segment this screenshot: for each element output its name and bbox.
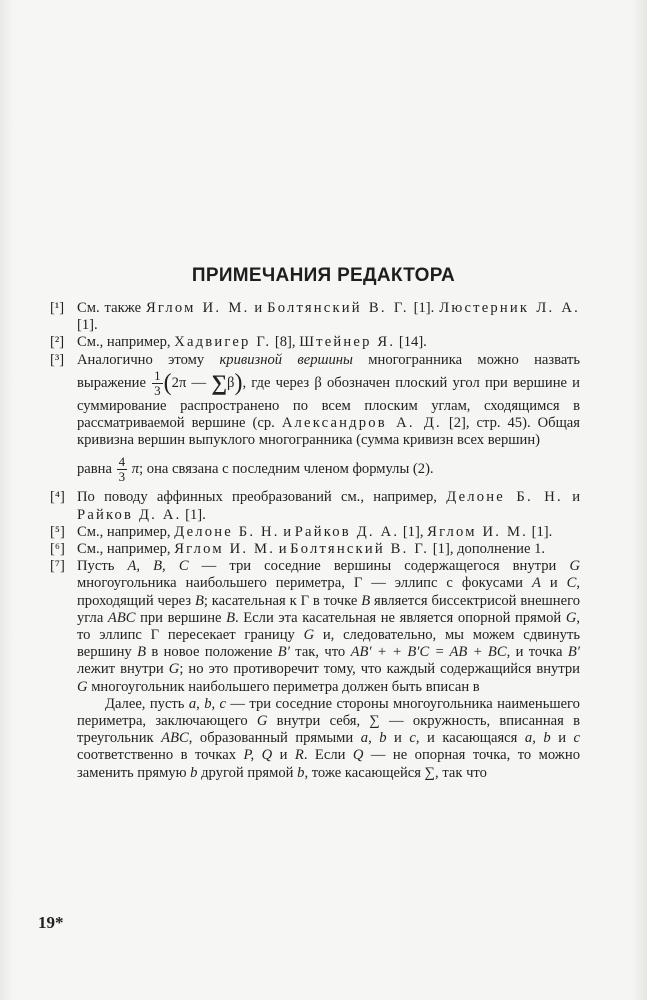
math: b xyxy=(297,764,305,781)
close-paren: ) xyxy=(234,369,243,396)
math: Q xyxy=(352,747,364,764)
text: равна xyxy=(77,461,116,478)
text: и xyxy=(540,575,567,592)
text: — три соседние стороны многоугольника наименьшего периметра, заключающего xyxy=(77,695,580,730)
page-title: ПРИМЕЧАНИЯ РЕДАКТОРА xyxy=(191,265,456,286)
text: ; но это противоречит тому, что каждый содержащийся внутри xyxy=(179,661,580,678)
text: [1]. xyxy=(181,506,206,523)
math: a, b, c xyxy=(188,695,227,712)
math: G xyxy=(569,558,580,575)
author-name: Делоне Б. Н. xyxy=(446,489,563,506)
math: G xyxy=(565,609,577,626)
text: другой прямой xyxy=(197,764,298,781)
text: , и касающаяся xyxy=(415,730,525,747)
text: в новое положение xyxy=(146,644,278,661)
author-name: Яглом И. М. xyxy=(427,523,528,540)
denominator: 3 xyxy=(154,382,161,398)
author-name: Хадвигер Г. xyxy=(174,334,272,351)
fraction xyxy=(117,455,128,484)
text: и xyxy=(275,541,291,558)
text: и, следовательно, мы можем сдвинуть вершину xyxy=(77,627,580,661)
text: , тоже касающейся ∑, так что xyxy=(304,764,487,781)
text: [1], дополнение 1. xyxy=(429,541,546,558)
fraction xyxy=(152,369,163,398)
author-name: Александров А. Д. xyxy=(281,415,442,432)
note-7-continuation xyxy=(50,696,580,782)
text: [14]. xyxy=(395,334,427,351)
note-marker: [¹] xyxy=(50,300,65,316)
math: a, b xyxy=(524,730,551,747)
math: a, b xyxy=(360,730,387,747)
text: См., например, xyxy=(77,541,175,558)
text: многогранника можно назвать выражение xyxy=(77,351,580,391)
text: — не опорная точка, то можно заменить прямую xyxy=(77,747,581,781)
text: лежит внутри xyxy=(77,661,169,678)
note-marker: [⁴] xyxy=(50,489,65,506)
text: и xyxy=(562,489,581,506)
text: и xyxy=(249,300,268,316)
text: [2], стр. 45). Общая кривизна вершин выпуклого многогранника (сумма кривизн всех вершин) xyxy=(77,415,580,449)
text: при вершине xyxy=(135,609,227,626)
page-number: 19* xyxy=(38,913,64,932)
math: P, Q xyxy=(243,747,273,764)
math: B xyxy=(194,592,204,609)
text: многоугольник наибольшего периметра должен быть вписан в xyxy=(87,678,480,695)
numerator: 1 xyxy=(154,367,161,383)
text: , и точка xyxy=(506,644,568,661)
text: Пусть xyxy=(77,558,128,575)
text: [1]. xyxy=(408,300,440,316)
author-name: Яглом И. М. xyxy=(174,541,276,558)
text: Далее, пусть xyxy=(105,695,189,712)
text: [1]. xyxy=(77,317,98,334)
formula-text: β xyxy=(227,374,235,391)
author-name: Райков Д. А. xyxy=(77,506,182,523)
note-2 xyxy=(50,334,580,351)
note-5 xyxy=(50,524,580,541)
notes-body xyxy=(50,300,580,782)
text: и xyxy=(272,747,295,764)
sum-symbol: ∑ xyxy=(211,369,227,395)
math: A, B, C xyxy=(127,558,189,575)
math: AB′ + + B′C = AB + BC xyxy=(350,644,507,661)
text: является биссектрисой внешнего угла xyxy=(77,592,580,626)
text: См., например, xyxy=(77,523,175,540)
text: и xyxy=(550,730,574,747)
text: ; касательная к Γ в точке xyxy=(203,592,362,609)
math: B′ xyxy=(567,644,580,661)
text: и xyxy=(386,730,410,747)
text: ; она связана с последним членом формулы (2). xyxy=(139,461,434,478)
math: B xyxy=(226,609,236,626)
text: , проходящий через xyxy=(77,575,580,609)
math: C xyxy=(566,575,577,592)
text: внутри себя, ∑ — окружность, вписанная в треугольник xyxy=(77,713,580,747)
text: — три соседние вершины содержащегося внутри xyxy=(188,558,570,575)
text: [8], xyxy=(271,334,300,351)
note-marker: [²] xyxy=(50,334,65,351)
math: G xyxy=(256,713,268,730)
formula-text: 2π — xyxy=(171,374,207,391)
formula-line xyxy=(77,455,580,484)
note-7 xyxy=(50,558,580,696)
text: . Если xyxy=(303,747,353,764)
author-name: Люстерник Л. А. xyxy=(439,300,581,316)
math: b xyxy=(190,764,198,781)
math: ABC xyxy=(161,730,189,747)
note-3 xyxy=(50,352,580,485)
numerator: 4 xyxy=(118,454,126,470)
math: A xyxy=(531,575,541,592)
text: . Если эта касательная не является опорной прямой xyxy=(235,609,566,626)
note-marker: [⁷] xyxy=(50,558,65,575)
math: ABC xyxy=(107,609,136,626)
author-name: Болтянский В. Г. xyxy=(267,300,409,316)
text: По поводу аффинных преобразований см., например, xyxy=(77,489,447,506)
text: так, что xyxy=(289,644,351,661)
math: c xyxy=(409,730,416,747)
note-marker: [³] xyxy=(50,351,65,368)
math: G xyxy=(303,627,315,644)
text: Аналогично этому xyxy=(77,351,220,368)
open-paren: ( xyxy=(163,369,172,396)
text: [1]. xyxy=(527,523,553,540)
author-name: Райков Д. А. xyxy=(294,523,400,540)
note-marker: [⁶] xyxy=(50,541,65,558)
math: B xyxy=(361,592,371,609)
math: G xyxy=(77,678,88,695)
text: , образованный прямыми xyxy=(188,730,361,747)
text: См. также xyxy=(77,300,146,316)
note-6 xyxy=(50,541,580,558)
note-4 xyxy=(50,489,580,523)
emphasis: кривизной вершины xyxy=(219,351,353,368)
text: и xyxy=(279,523,295,540)
math: c xyxy=(573,730,581,747)
text: соответственно в точках xyxy=(77,747,244,764)
text: [1], xyxy=(399,523,428,540)
author-name: Яглом И. М. xyxy=(146,300,250,316)
math: B′ xyxy=(277,644,290,661)
author-name: Делоне Б. Н. xyxy=(174,523,280,540)
text: См., например, xyxy=(77,334,175,351)
note-1 xyxy=(50,300,580,334)
author-name: Болтянский В. Г. xyxy=(290,541,430,558)
note-marker: [⁵] xyxy=(50,523,65,540)
continuation-paragraph xyxy=(77,696,580,782)
math: B xyxy=(137,644,147,661)
text: , то эллипс Γ пересекает границу xyxy=(77,609,581,644)
math: R xyxy=(294,747,304,764)
formula-text: π xyxy=(131,461,140,478)
math: G xyxy=(168,661,180,678)
denominator: 3 xyxy=(118,469,126,485)
author-name: Штейнер Я. xyxy=(299,334,396,351)
text: , где через β обозначен плоский угол при вершине и суммирование распространено по всем плоским углам, сходящимся в рассматриваемой вершине (ср. xyxy=(77,374,580,432)
text: многоугольника наибольшего периметра, Γ — эллипс с фокусами xyxy=(77,575,532,592)
